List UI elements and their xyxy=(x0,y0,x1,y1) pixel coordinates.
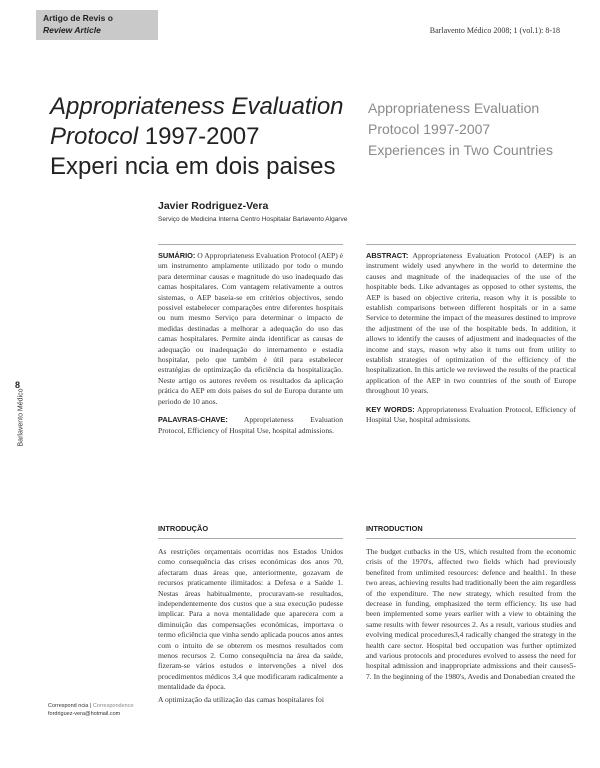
title-italic-part: Appropriateness Evaluation Protocol xyxy=(50,93,344,150)
intro-heading-en: INTRODUCTION xyxy=(366,524,423,533)
intro-pt-column xyxy=(158,547,343,705)
abstract-label: ABSTRACT: xyxy=(366,251,409,260)
rule-right-intro xyxy=(366,538,576,539)
title-en-line3: Experiences in Two Countries xyxy=(368,142,553,158)
palavras-text: Appropriateness Evaluation Protocol, Efficiency of Hospital Use, hospital admissions. xyxy=(158,415,343,435)
correspondence-block: Correspond ncia | Correspondence fordriguez-vera@hotmail.com xyxy=(48,703,134,717)
intro-heading-pt: INTRODUÇÃO xyxy=(158,524,209,533)
title-en-line1: Appropriateness Evaluation xyxy=(368,100,540,116)
abstract-text: Appropriateness Evaluation Protocol (AEP) is an instrument widely used anywhere in the world to determine the causes and magnitude of the inadequacies of the use of the hospitable beds. Like advantages as opposed to other systems, the AEP is based on objective criteria, reason why it is possible to establish comparisons between different hospitals or in a same Service to determine the impact of the measures destined to improve the adjustment of the use of the hospitable beds. In addition, it allows to identify the causes of adjustment and inadequacies of the income and stays, reason why also it turns out from utility to establish strategies of optimization of the efficiency of the hospitalization. In this article we reviewed the results of the practical application of the AEP in two countries of the south of Europe throughout 10 years. xyxy=(366,251,576,396)
sumario-paragraph xyxy=(158,251,343,407)
keywords-paragraph xyxy=(366,405,576,426)
correspondence-email[interactable]: fordriguez-vera@hotmail.com xyxy=(48,711,121,717)
abstract-pt-column xyxy=(158,251,343,436)
page-number: 8 xyxy=(15,380,21,390)
title-en-line2: Protocol 1997-2007 xyxy=(368,121,491,137)
title-portuguese xyxy=(50,92,360,182)
rule-left-intro xyxy=(158,538,343,539)
palavras-label: PALAVRAS-CHAVE: xyxy=(158,415,228,425)
intro-en-paragraph: The budget cutbacks in the US, which resulted from the economic crisis of the 1970's, affected two fields which had previously benefited from unlimited resources: defence and health1. In these two areas, achieving results had traditionally been the aim regardless of the expenditure. The new strategy, which resulted from the decrease in funding, emphasized the term efficiency. Its use had been implemented some years earlier with a view to obtaining the same results with fewer resources 2. As a result, various studies and evolving medical procedures3,4 radically changed the strategy in the health care sector. Hospital bed occupation was further optimized and various protocols and procedures evolved to assess the need for hospital admission and inappropriate admissions and their causes5-7. In the beginning of the 1980's, Avedis and Donabedian created the xyxy=(366,547,576,681)
author-name: Javier Rodriguez-Vera xyxy=(158,200,269,212)
abstract-en-column xyxy=(366,251,576,426)
keywords-text: Appropriateness Evaluation Protocol, Efficiency of Hospital Use, hospital admissions. xyxy=(366,404,576,425)
author-affiliation: Serviço de Medicina Interna Centro Hospitalar Barlavento Algarve xyxy=(158,216,348,223)
intro-en-column xyxy=(366,547,576,682)
correspondence-label: Correspond ncia xyxy=(48,703,89,709)
section-label-pt: Artigo de Revis o xyxy=(43,13,113,23)
side-journal-name: Barlavento Médico xyxy=(17,388,25,447)
intro-pt-paragraph: As restrições orçamentais ocorridas nos Estados Unidos como consequência das crises económicas dos anos 70, afectaram duas áreas que, anteriormente, gozavam de recursos praticamente ilimitados: a Defesa e a Saúde 1. Nestas áreas habitualmente, procuravam-se resultados, independentemente dos custos que a sua execução pudesse implicar. Para a nova mentalidade que aparecera com a diminuição das compensações económicas, importava o termo eficiência que vinha sendo aplicada poucos anos antes com o intuito de se obterem os mesmos resultados com menos recursos 2. Como consequência na área da saúde, fizeram-se vários estudos e intervenções a nivel dos procedimentos médicos 3,4 que modificaram radicalmente a mentalidade da época. xyxy=(158,547,343,692)
journal-reference: Barlavento Médico 2008; 1 (vol.1): 8-18 xyxy=(429,26,560,35)
sumario-label: SUMÁRIO: xyxy=(158,251,196,260)
title-english xyxy=(368,98,578,161)
sumario-text: O Appropriateness Evaluation Protocol (AEP) é um instrumento amplamente utilizado por todo o mundo para determinar causas e magnitude do uso inadequado das camas hospitalares. Com vantagem relativamente a outros sistemas, o AEP baseia-se em critérios objectivos, sendo possivel estabelecer comparações entre diferentes hospitais ou num mesmo Serviço para determinar o impacto de medidas destinadas a melhorar a adequação do uso das camas hospitalares. Permite ainda identificar as causas de adequação ou inadequação do internamento e estadia hospitalar, pelo que também é útil para estabelecer estratégias de optimização da eficiência da hospitalização. Neste artigo os autores revêem os resultados da aplicação prática do AEP em dois paises do sul de Europa durante um periodo de 10 anos. xyxy=(158,251,344,406)
title-subtitle-pt: Experi ncia em dois paises xyxy=(50,153,336,180)
correspondence-label-en: Correspondence xyxy=(92,703,134,709)
rule-left-top xyxy=(158,244,343,245)
abstract-paragraph xyxy=(366,251,576,397)
keywords-label: KEY WORDS: xyxy=(366,404,415,414)
side-journal-box xyxy=(6,388,36,447)
section-label-en: Review Article xyxy=(43,25,101,35)
title-years: 1997-2007 xyxy=(138,123,260,150)
rule-right-top xyxy=(366,244,576,245)
intro-pt-paragraph2: A optimização da utilização das camas hospitalares foi xyxy=(158,694,324,704)
palavras-paragraph xyxy=(158,415,343,436)
